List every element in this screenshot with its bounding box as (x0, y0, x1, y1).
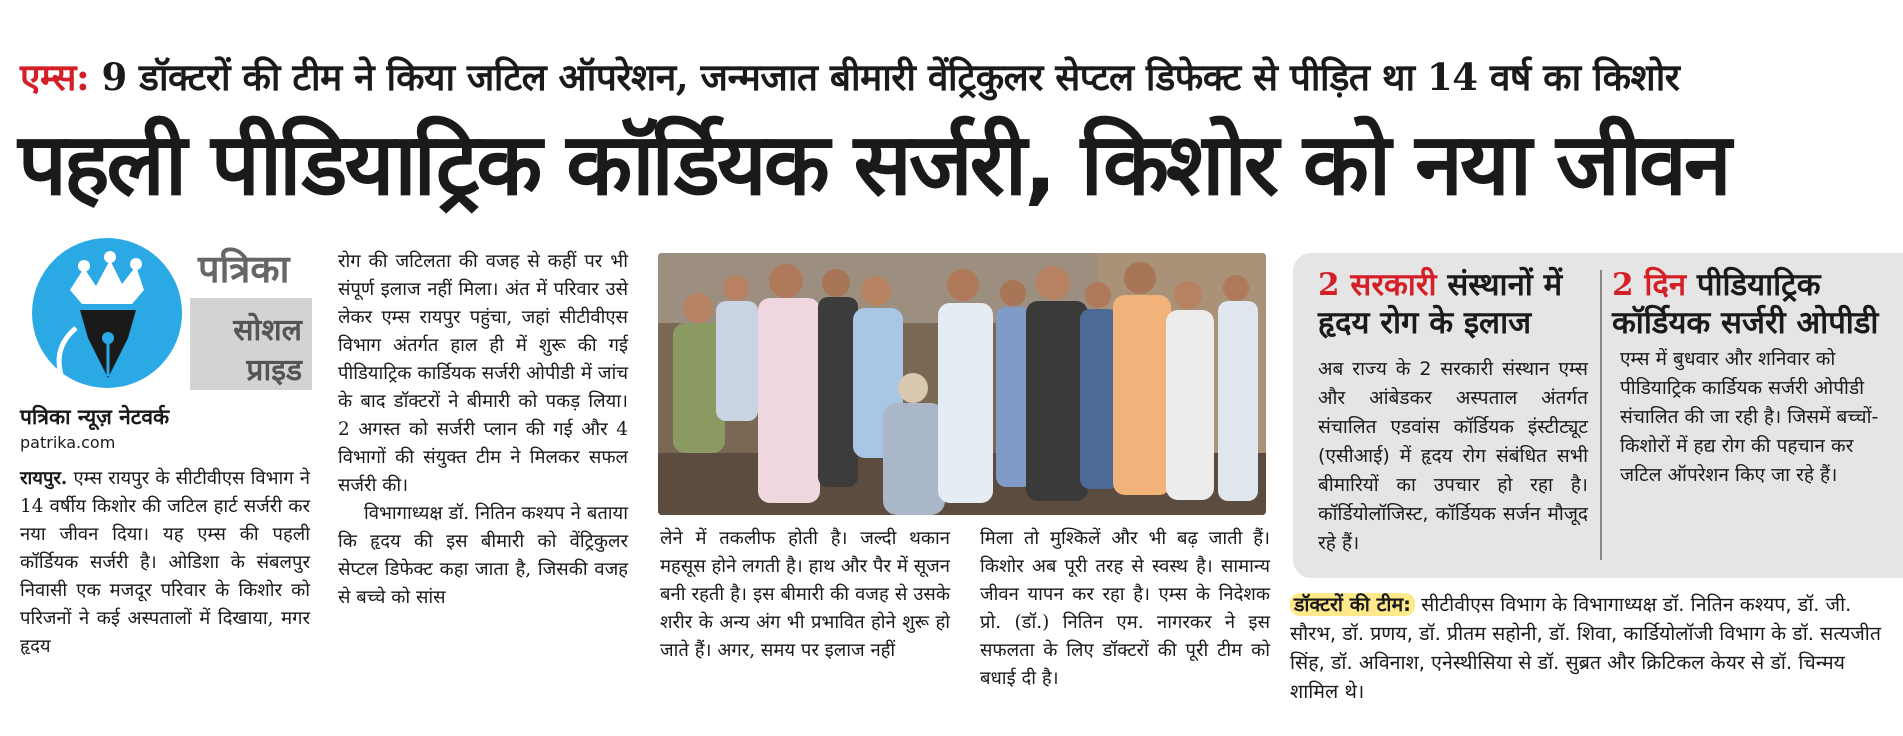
group-photo (658, 253, 1266, 515)
team-text: सीटीवीएस विभाग के विभागाध्यक्ष डॉ. नितिन कश्यप, डॉ. जी. सौरभ, डॉ. प्रणय, डॉ. प्रीतम सहोनी, डॉ. शिवा, कार्डियोलॉजी विभाग के डॉ. सत्यजीत सिंह, डॉ. अविनाश, एनेस्थीसिया से डॉ. सुब्रत और क्रिटिकल केयर से डॉ. चिन्मय शामिल थे। (1290, 593, 1881, 703)
main-headline: पहली पीडियाट्रिक कॉर्डियक सर्जरी, किशोर को नया जीवन (18, 115, 1729, 215)
kicker-label: एम्स: (20, 55, 90, 99)
logo-brand-name: पत्रिका (198, 247, 290, 291)
patrika-social-pride-logo (20, 236, 312, 394)
logo-line-social: सोशल (233, 313, 302, 348)
article-column-2 (338, 248, 628, 612)
kicker-text: 9 डॉक्टरों की टीम ने किया जटिल ऑपरेशन, जन्मजात बीमारी वेंट्रिकुलर सेप्टल डिफेक्ट से पीड़ित था 14 वर्ष का किशोर (89, 55, 1680, 99)
kicker-headline (20, 50, 1880, 101)
box1-title-highlight: 2 सरकारी (1318, 267, 1437, 303)
team-label: डॉक्टरों की टीम: (1290, 593, 1415, 616)
info-box-divider (1600, 270, 1602, 560)
logo-line-pride: प्राइड (246, 353, 302, 388)
column-2-paragraph-1: रोग की जटिलता की वजह से कहीं पर भी संपूर्ण इलाज नहीं मिला। अंत में परिवार उसे लेकर एम्स रायपुर पहुंचा, जहां सीटीवीएस विभाग अंतर्गत हाल ही में शुरू की गई पीडियाट्रिक कार्डियक सर्जरी ओपीडी में जांच के बाद डॉक्टरों ने बीमारी को पकड़ लिया। 2 अगस्त को सर्जरी प्लान की गई और 4 विभागों की संयुक्त टीम ने मिलकर सफल सर्जरी की। (338, 251, 628, 496)
article-column-3: लेने में तकलीफ होती है। जल्दी थकान महसूस होने लगती है। हाथ और पैर में सूजन बनी रहती है। इस बीमारी की वजह से उसके शरीर के अन्य अंग भी प्रभावित होने शुरू हो जाते हैं। अगर, समय पर इलाज नहीं (660, 528, 950, 661)
byline: पत्रिका न्यूज़ नेटवर्क (20, 405, 170, 429)
pen-nib-crown-icon (32, 238, 182, 388)
box1-title (1318, 266, 1598, 342)
article-column-1 (20, 465, 310, 661)
box2-title-rest: पीडियाट्रिक कॉर्डियक सर्जरी ओपीडी (1612, 267, 1879, 341)
doctors-team-note (1290, 590, 1896, 706)
site-link[interactable]: patrika.com (20, 433, 116, 452)
box1-body: अब राज्य के 2 सरकारी संस्थान एम्स और आंबेडकर अस्पताल अंतर्गत संचालित एडवांस कॉर्डियक इंस्टीट्यूट (एसीआई) में हृदय रोग संबंधित सभी बीमारियों का उपचार हो रहा है। कॉर्डियोलॉजिस्ट, कॉर्डियक सर्जन मौजूद रहे हैं। (1318, 358, 1588, 554)
box2-body: एम्स में बुधवार और शनिवार को पीडियाट्रिक कार्डियक सर्जरी ओपीडी संचालित की जा रही है। जिसमें बच्चों-किशोरों में हद्य रोग की पहचान कर जटिल ऑपरेशन किए जा रहे हैं। (1620, 348, 1879, 486)
box2-title-highlight: 2 दिन (1612, 267, 1687, 303)
dateline: रायपुर. (20, 468, 68, 489)
column-1-text: एम्स रायपुर के सीटीवीएस विभाग ने 14 वर्षीय किशोर की जटिल हार्ट सर्जरी कर नया जीवन दिया। यह एम्स की पहली कॉर्डियक सर्जरी है। ओडिशा के संबलपुर निवासी एक मजदूर परिवार के किशोर को परिजनों ने कई अस्पतालों में दिखाया, मगर हृदय (20, 468, 310, 657)
box2-title (1612, 266, 1902, 342)
article-column-4: मिला तो मुश्किलें और भी बढ़ जाती हैं। किशोर अब पूरी तरह से स्वस्थ है। सामान्य जीवन यापन कर रहा है। एम्स के निदेशक प्रो. (डॉ.) नितिन एम. नागरकर ने इस सफलता के लिए डॉक्टरों की पूरी टीम को बधाई दी है। (980, 528, 1270, 689)
box1-title-rest: संस्थानों में हृदय रोग के इलाज (1318, 267, 1563, 341)
column-2-paragraph-2: विभागाध्यक्ष डॉ. नितिन कश्यप ने बताया कि हृदय की इस बीमारी को वेंट्रिकुलर सेप्टल डिफेक्ट कहा जाता है, जिसकी वजह से बच्चे को सांस (338, 503, 628, 608)
